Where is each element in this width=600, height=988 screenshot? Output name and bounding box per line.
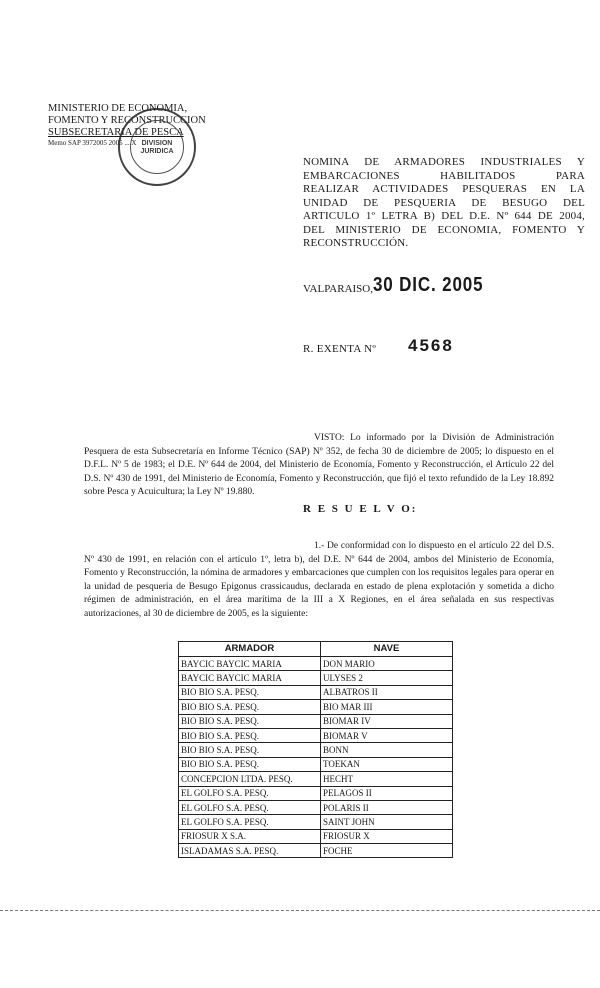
table-row (179, 685, 453, 699)
nave-cell: BIOMAR V (321, 728, 453, 742)
armador-cell: BIO BIO S.A. PESQ. (179, 743, 321, 757)
nave-cell: POLARIS II (321, 800, 453, 814)
resolution-exenta-label: R. EXENTA Nº (303, 343, 377, 355)
subsecretaria-name: SUBSECRETARIA DE PESCA (48, 127, 184, 138)
title-line: UNIDAD DE PESQUERIA DE BESUGO DEL (303, 196, 585, 209)
ministry-name-line2: FOMENTO Y RECONSTRUCCION (48, 115, 206, 126)
nave-cell: ULYSES 2 (321, 671, 453, 685)
nave-cell: BONN (321, 743, 453, 757)
memo-reference: Memo SAP 3972005 2005 ....X (48, 139, 137, 147)
stamp-label: DIVISION JURIDICA (140, 140, 174, 155)
armador-cell: EL GOLFO S.A. PESQ. (179, 800, 321, 814)
document-title (303, 156, 585, 251)
date-stamp: 30 DIC. 2005 (373, 274, 484, 296)
armador-cell: BIO BIO S.A. PESQ. (179, 728, 321, 742)
table-header-row (179, 642, 453, 657)
nave-cell: HECHT (321, 772, 453, 786)
table-row (179, 829, 453, 843)
title-line: EMBARCACIONES HABILITADOS PARA (303, 169, 585, 182)
resolution-point-1: 1.- De conformidad con lo dispuesto en el artículo 22 del D.S. Nº 430 de 1991, en relación con el artículo 1º, letra b), del D.E. Nº 644 de 2004, ambos del Ministerio de Economía, Fomento y Reconstrucción, la nómina de armadores y embarcaciones que cumplen con los requisitos legales para operar en la unidad de pesquería de Besugo Epigonus crassicaudus, declarada en estado de plena explotación y sometida a dicho régimen de administración, en el área marítima de la III a X Regiones, en el área señalada en sus respectivas autorizaciones, al 30 de diciembre de 2005, es la siguiente: (84, 541, 554, 619)
table-row (179, 757, 453, 771)
title-line: NOMINA DE ARMADORES INDUSTRIALES Y (303, 156, 585, 168)
title-line: ARTICULO 1º LETRA B) DEL D.E. Nº 644 DE 2004, (303, 210, 585, 222)
title-line: REALIZAR ACTIVIDADES PESQUERAS EN LA (303, 183, 585, 195)
resuelvo-heading: R E S U E L V O: (303, 503, 418, 515)
armador-cell: CONCEPCION LTDA. PESQ. (179, 772, 321, 786)
armador-cell: BIO BIO S.A. PESQ. (179, 700, 321, 714)
table-row (179, 844, 453, 858)
nave-cell: ALBATROS II (321, 685, 453, 699)
armadores-table (178, 641, 453, 858)
armador-cell: BIO BIO S.A. PESQ. (179, 714, 321, 728)
nave-cell: FOCHE (321, 844, 453, 858)
armador-cell: ISLADAMAS S.A. PESQ. (179, 844, 321, 858)
table-row (179, 700, 453, 714)
table-row (179, 743, 453, 757)
nave-cell: BIOMAR IV (321, 714, 453, 728)
column-header-nave: NAVE (321, 642, 453, 657)
ministry-name: MINISTERIO DE ECONOMIA, (48, 103, 188, 114)
title-line: RECONSTRUCCIÓN. (303, 237, 409, 249)
place-label: VALPARAISO, (303, 283, 373, 295)
page-bottom-rule (0, 910, 600, 911)
armador-cell: FRIOSUR X S.A. (179, 829, 321, 843)
nave-cell: SAINT JOHN (321, 815, 453, 829)
visto-paragraph: VISTO: Lo informado por la División de Administración Pesquera de esta Subsecretaría en Informe Técnico (SAP) Nº 352, de fecha 30 de diciembre de 2005; lo dispuesto en el D.F.L. Nº 5 de 1983; el D.E. Nº 644 de 2004, del Ministerio de Economía, Fomento y Reconstrucción, el Artículo 22 del D.S. Nº 430 de 1991, del Ministerio de Economía, Fomento y Reconstrucción, que fijó el texto refundido de la Ley 18.892 sobre Pesca y Acuicultura; la Ley Nº 19.880. (84, 433, 554, 497)
armador-cell: BIO BIO S.A. PESQ. (179, 685, 321, 699)
nave-cell: FRIOSUR X (321, 829, 453, 843)
armador-cell: EL GOLFO S.A. PESQ. (179, 815, 321, 829)
table-row (179, 714, 453, 728)
table-row (179, 657, 453, 671)
division-juridica-stamp-icon (118, 108, 196, 186)
table-row (179, 800, 453, 814)
armador-cell: BAYCIC BAYCIC MARIA (179, 657, 321, 671)
table-row (179, 772, 453, 786)
resolution-number: 4568 (408, 336, 454, 355)
column-header-armador: ARMADOR (179, 642, 321, 657)
nave-cell: BIO MAR III (321, 700, 453, 714)
nave-cell: PELAGOS II (321, 786, 453, 800)
nave-cell: TOEKAN (321, 757, 453, 771)
table-row (179, 786, 453, 800)
nave-cell: DON MARIO (321, 657, 453, 671)
table-row (179, 815, 453, 829)
armador-cell: EL GOLFO S.A. PESQ. (179, 786, 321, 800)
armador-cell: BIO BIO S.A. PESQ. (179, 757, 321, 771)
table-row (179, 728, 453, 742)
table-row (179, 671, 453, 685)
armador-cell: BAYCIC BAYCIC MARIA (179, 671, 321, 685)
title-line: DEL MINISTERIO DE ECONOMIA, FOMENTO Y (303, 223, 585, 236)
